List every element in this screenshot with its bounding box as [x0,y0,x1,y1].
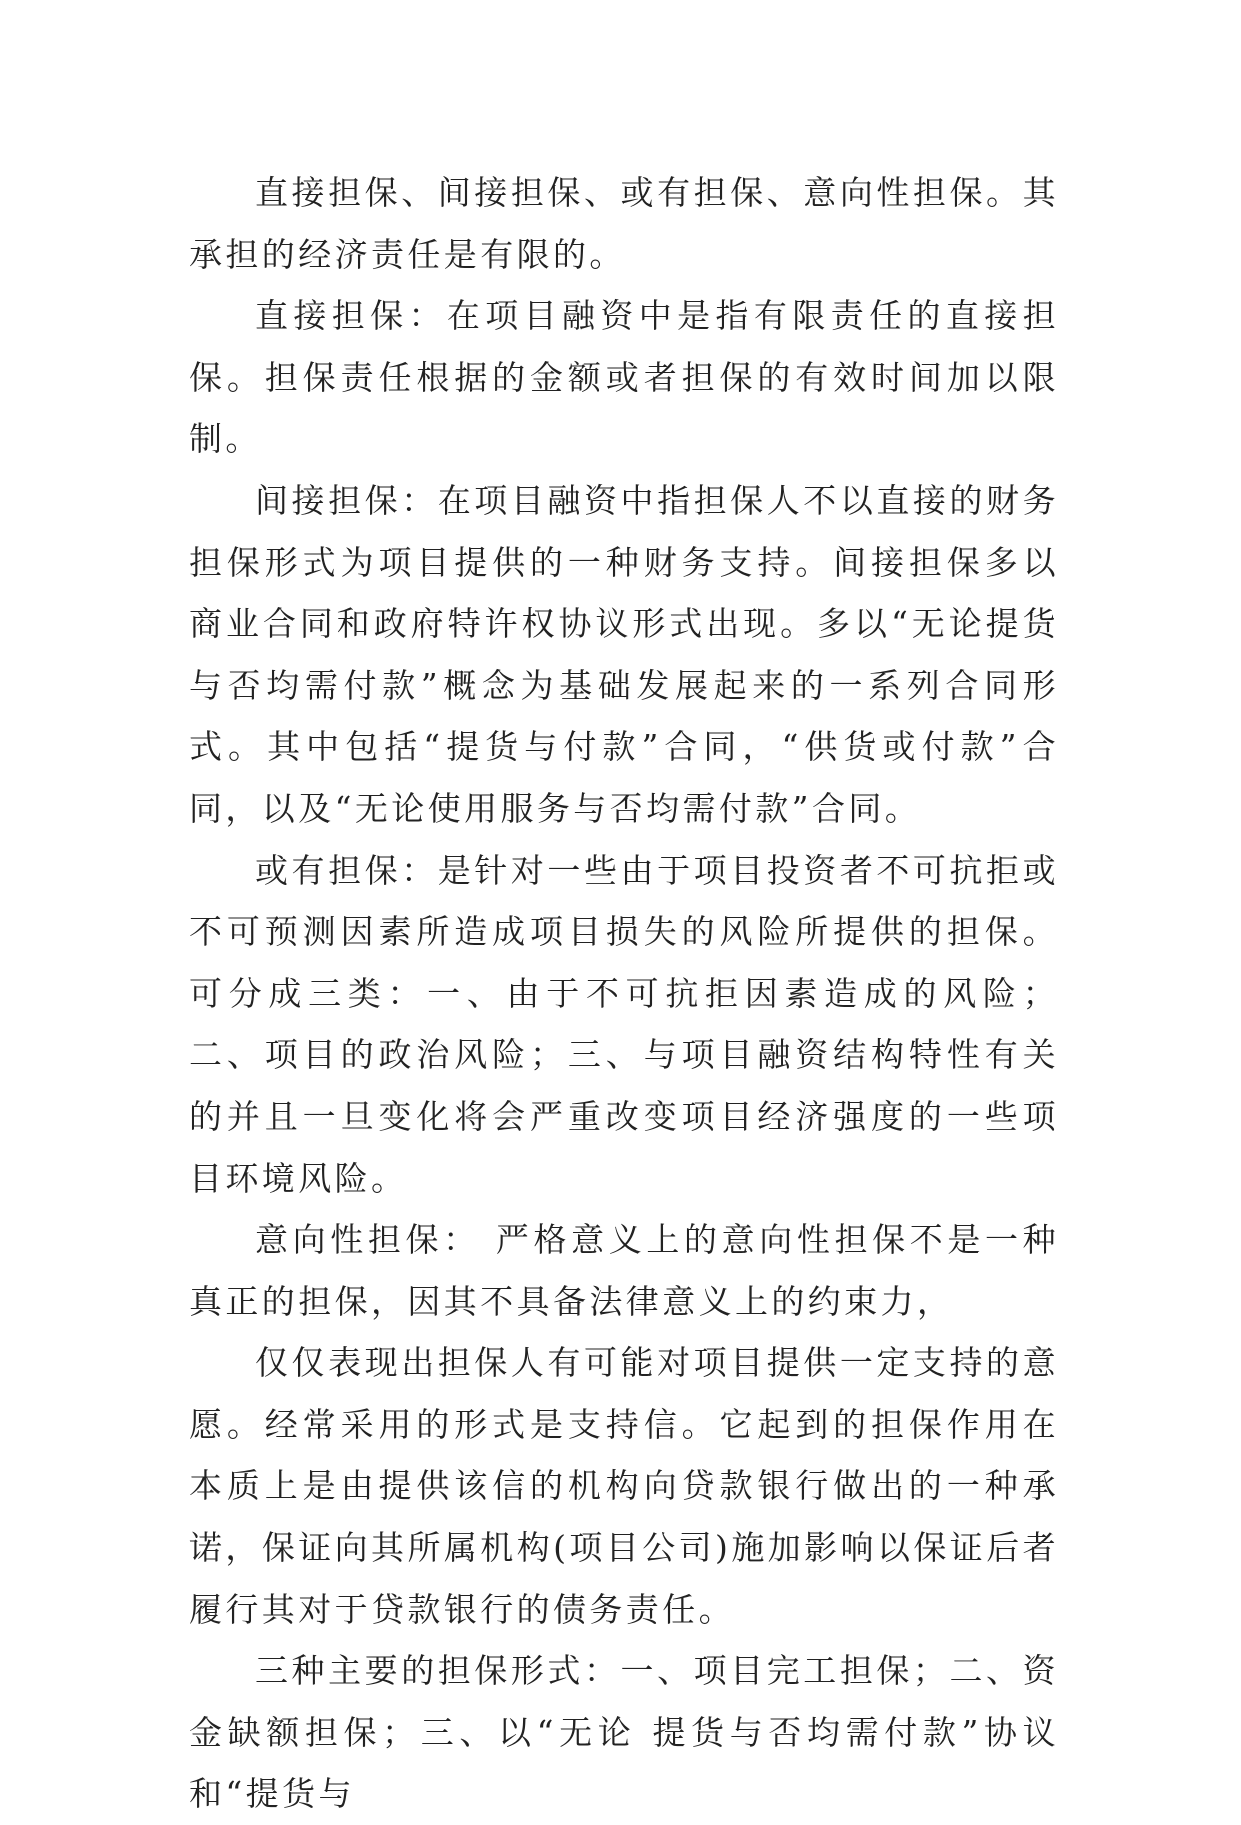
paragraph-contingent-guarantee: 或有担保：是针对一些由于项目投资者不可抗拒或不可预测因素所造成项目损失的风险所提供的担保。可分成三类：一、由于不可抗拒因素造成的风险；二、项目的政治风险；三、与项目融资结构特性有关的并且一旦变化将会严重改变项目经济强度的一些项目环境风险。 [189,850,1059,1198]
paragraph-direct-guarantee: 直接担保：在项目融资中是指有限责任的直接担保。担保责任根据的金额或者担保的有效时间加以限制。 [189,296,1059,459]
paragraph-guarantee-types: 直接担保、间接担保、或有担保、意向性担保。其承担的经济责任是有限的。 [189,173,1059,274]
paragraph-support-letter: 仅仅表现出担保人有可能对项目提供一定支持的意愿。经常采用的形式是支持信。它起到的担保作用在本质上是由提供该信的机构向贷款银行做出的一种承诺，保证向其所属机构(项目公司)施加影响以保证后者履行其对于贷款银行的债务责任。 [189,1343,1059,1629]
paragraph-indirect-guarantee: 间接担保：在项目融资中指担保人不以直接的财务担保形式为项目提供的一种财务支持。间接担保多以商业合同和政府特许权协议形式出现。多以“无论提货与否均需付款”概念为基础发展起来的一系列合同形式。其中包括“提货与付款”合同，“供货或付款”合同，以及“无论使用服务与否均需付款”合同。 [189,480,1059,828]
document-body [189,162,1059,1825]
paragraph-main-guarantee-forms: 三种主要的担保形式：一、项目完工担保；二、资金缺额担保；三、以“无论 提货与否均需付款”协议和“提货与 [189,1651,1059,1814]
paragraph-intent-guarantee: 意向性担保： 严格意义上的意向性担保不是一种真正的担保，因其不具备法律意义上的约束力， [189,1220,1059,1321]
